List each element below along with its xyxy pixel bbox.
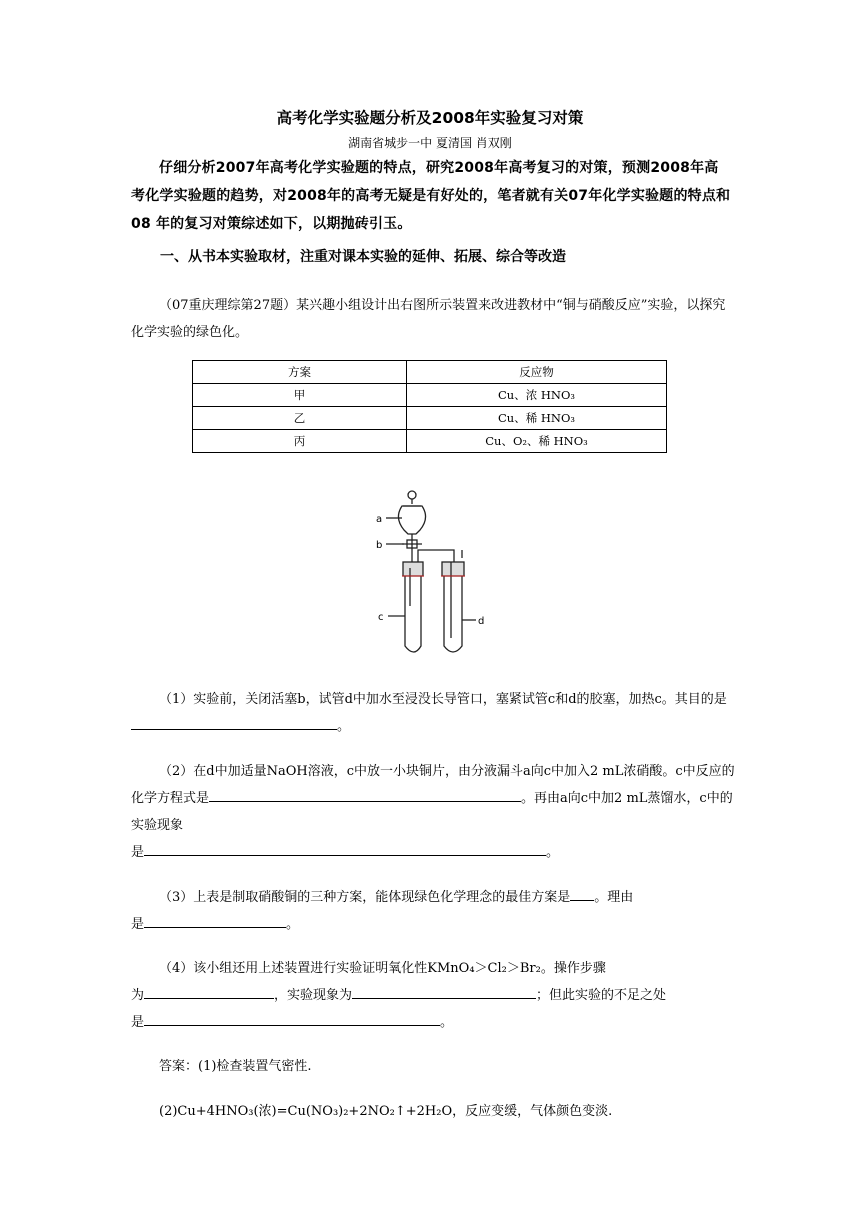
problem-intro: （07重庆理综第27题）某兴趣小组设计出右图所示装置来改进教材中“铜与硝酸反应”实验，以探究化学实验的绿色化。 [131,298,726,340]
answer-blank[interactable] [144,1011,440,1026]
label-c: c [378,612,384,623]
question-2-text-cont: 。再由a向c中加2 mL蒸馏水，c中的实验现象 [131,791,733,833]
answer-blank[interactable] [144,913,286,928]
question-4-line-2 [131,982,736,1009]
table-header-reactants: 反应物 [407,361,667,384]
label-d: d [478,616,485,627]
intro-paragraph: 仔细分析2007年高考化学实验题的特点，研究2008年高考复习的对策，预测2008年高考化学实验题的趋势，对2008年的高考无疑是有好处的，笔者就有关07年化学实验题的特点和08 年的复习对策综述如下，以期抛砖引玉。 [131,160,731,232]
reaction-plan-table [192,360,667,453]
question-1-end: 。 [337,719,351,734]
question-2-end: 。 [546,845,560,860]
apparatus-diagram [372,488,492,663]
table-header-row [193,361,667,384]
answer-blank[interactable] [144,841,546,856]
table-header-plan: 方案 [193,361,407,384]
authors-line: 湖南省城步一中 夏清国 肖双刚 [348,136,512,150]
answer-blank[interactable] [209,787,521,802]
question-4-text: （4）该小组还用上述装置进行实验证明氧化性KMnO₄＞Cl₂＞Br₂。操作步骤 [159,961,606,976]
question-3-text: （3）上表是制取硝酸铜的三种方案，能体现绿色化学理念的最佳方案是 [159,890,571,905]
question-4 [131,955,736,982]
table-cell-reactants: Cu、稀 HNO₃ [407,407,667,430]
question-2-prefix: 是 [131,845,145,860]
table-cell-reactants: Cu、浓 HNO₃ [407,384,667,407]
table-cell-plan: 乙 [193,407,407,430]
question-3-end: 。 [286,917,300,932]
question-4-phenomenon-label: ，实验现象为 [274,988,353,1003]
answer-blank[interactable] [144,984,274,999]
document-title: 高考化学实验题分析及2008年实验复习对策 [276,109,584,127]
question-2-line-3 [131,839,736,866]
table-cell-plan: 甲 [193,384,407,407]
question-4-prefix-2: 是 [131,1015,145,1030]
question-3 [131,884,736,911]
answer-blank[interactable] [131,715,337,730]
section-heading-1: 一、从书本实验取材，注重对课本实验的延伸、拓展、综合等改造 [160,249,566,265]
question-4-end: 。 [440,1015,454,1030]
question-1-text: （1）实验前，关闭活塞b，试管d中加水至浸没长导管口，塞紧试管c和d的胶塞，加热c。其目的是 [159,692,727,707]
question-4-line-3 [131,1009,736,1036]
question-2 [131,758,736,839]
label-b: b [376,540,383,551]
question-3-prefix: 是 [131,917,145,932]
label-a: a [376,514,383,525]
question-4-prefix: 为 [131,988,145,1003]
answer-2: (2)Cu+4HNO₃(浓)=Cu(NO₃)₂+2NO₂↑+2H₂O，反应变缓，气体颜色变淡. [159,1104,613,1119]
table-cell-reactants: Cu、O₂、稀 HNO₃ [407,430,667,453]
table-cell-plan: 丙 [193,430,407,453]
answer-blank[interactable] [570,886,594,901]
table-row [193,430,667,453]
question-1 [131,686,736,740]
answer-blank[interactable] [352,984,536,999]
table-row [193,407,667,430]
question-3-reason-label: 。理由 [594,890,634,905]
question-3-line-2 [131,911,736,938]
answer-1: 答案：(1)检查装置气密性. [159,1059,312,1074]
question-2-text: （2）在d中加适量NaOH溶液，c中放一小块铜片，由分液漏斗a向c中加入2 mL浓硝酸。c中反应的化学方程式是 [131,764,735,806]
question-4-deficiency-label: ；但此实验的不足之处 [536,988,667,1003]
table-row [193,384,667,407]
